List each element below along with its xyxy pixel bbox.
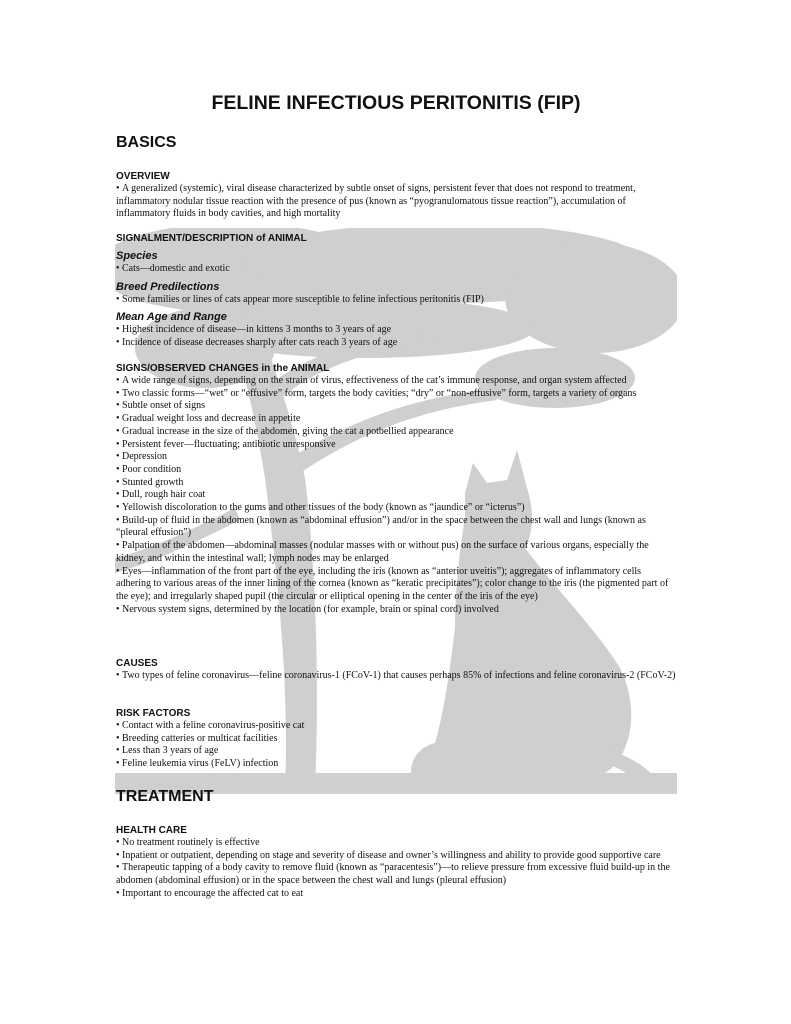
risk-factors-section (116, 707, 676, 771)
breed-heading: Breed Predilections (116, 280, 220, 293)
list-item: • Dull, rough hair coat (116, 489, 676, 502)
signs-heading: SIGNS/OBSERVED CHANGES in the ANIMAL (116, 363, 330, 374)
list-item: • Incidence of disease decreases sharply after cats reach 3 years of age (116, 337, 676, 350)
basics-heading: BASICS (116, 134, 177, 151)
list-item: • Nervous system signs, determined by the location (for example, brain or spinal cord) involved (116, 604, 676, 617)
overview-section (116, 170, 676, 221)
list-item: • Important to encourage the affected cat to eat (116, 888, 676, 901)
species-heading: Species (116, 250, 158, 262)
overview-heading: OVERVIEW (116, 171, 170, 182)
list-item: • Depression (116, 451, 676, 464)
list-item: • Highest incidence of disease—in kittens 3 months to 3 years of age (116, 324, 676, 337)
signalment-section (116, 232, 676, 350)
list-item: • Yellowish discoloration to the gums and other tissues of the body (known as “jaundice” or “icterus”) (116, 502, 676, 515)
signalment-heading: SIGNALMENT/DESCRIPTION of ANIMAL (116, 233, 307, 244)
list-item: • Therapeutic tapping of a body cavity to remove fluid (known as “paracentesis”)—to relieve pressure from excessive fluid build-up in the abdomen (abdominal effusion) or in the space between the chest wall and lungs (pleural effusion) (116, 862, 676, 887)
treatment-heading: TREATMENT (116, 788, 214, 805)
list-item: • No treatment routinely is effective (116, 837, 676, 850)
list-item: • Two classic forms—“wet” or “effusive” form, targets the body cavities; “dry” or “non-effusive” form, targets a variety of organs (116, 388, 676, 401)
causes-heading: CAUSES (116, 658, 158, 669)
list-item: • Poor condition (116, 464, 676, 477)
risk-factors-heading: RISK FACTORS (116, 708, 191, 719)
list-item: • Cats—domestic and exotic (116, 263, 676, 276)
list-item: • Inpatient or outpatient, depending on stage and severity of disease and owner’s willingness and ability to provide good supportive care (116, 850, 676, 863)
list-item: • Stunted growth (116, 477, 676, 490)
list-item: • Palpation of the abdomen—abdominal masses (nodular masses with or without pus) on the surface of various organs, especially the kidney, and within the intestinal wall; lymph nodes may be enlarged (116, 540, 676, 565)
list-item: • Build-up of fluid in the abdomen (known as “abdominal effusion”) and/or in the space between the chest wall and lungs (known as “pleural effusion”) (116, 515, 676, 540)
list-item: • Two types of feline coronavirus—feline coronavirus-1 (FCoV-1) that causes perhaps 85% of infections and feline coronavirus-2 (FCoV-2) (116, 670, 676, 683)
list-item: • Some families or lines of cats appear more susceptible to feline infectious peritonitis (FIP) (116, 294, 676, 307)
list-item: • A wide range of signs, depending on the strain of virus, effectiveness of the cat’s immune response, and organ system affected (116, 375, 676, 388)
list-item: • Feline leukemia virus (FeLV) infection (116, 758, 676, 771)
health-care-section (116, 824, 676, 901)
age-heading: Mean Age and Range (116, 311, 227, 324)
signs-section (116, 362, 676, 616)
list-item: • Eyes—inflammation of the front part of the eye, including the iris (known as “anterior uveitis”); aggregates of inflammatory cells adhering to various areas of the inner lining of the cornea (known as “keratic precipitates”); color change to the iris (the pigmented part of the eye); and irregularly shaped pupil (the circular or elliptical opening in the center of the iris of the eye) (116, 566, 676, 604)
list-item: • Less than 3 years of age (116, 745, 676, 758)
causes-section (116, 657, 676, 683)
list-item: • Breeding catteries or multicat facilities (116, 733, 676, 746)
list-item: • Subtle onset of signs (116, 400, 676, 413)
list-item: • Persistent fever—fluctuating; antibiotic unresponsive (116, 439, 676, 452)
list-item: • A generalized (systemic), viral disease characterized by subtle onset of signs, persistent fever that does not respond to treatment, inflammatory nodular tissue reaction with the presence of pus (known as “pyogranulomatous tissue reaction”), accumulation of inflammatory fluids in body cavities, and high mortality (116, 183, 676, 221)
list-item: • Gradual increase in the size of the abdomen, giving the cat a potbellied appearance (116, 426, 676, 439)
health-care-heading: HEALTH CARE (116, 825, 187, 836)
list-item: • Gradual weight loss and decrease in appetite (116, 413, 676, 426)
list-item: • Contact with a feline coronavirus-positive cat (116, 720, 676, 733)
page-title: FELINE INFECTIOUS PERITONITIS (FIP) (211, 92, 581, 114)
